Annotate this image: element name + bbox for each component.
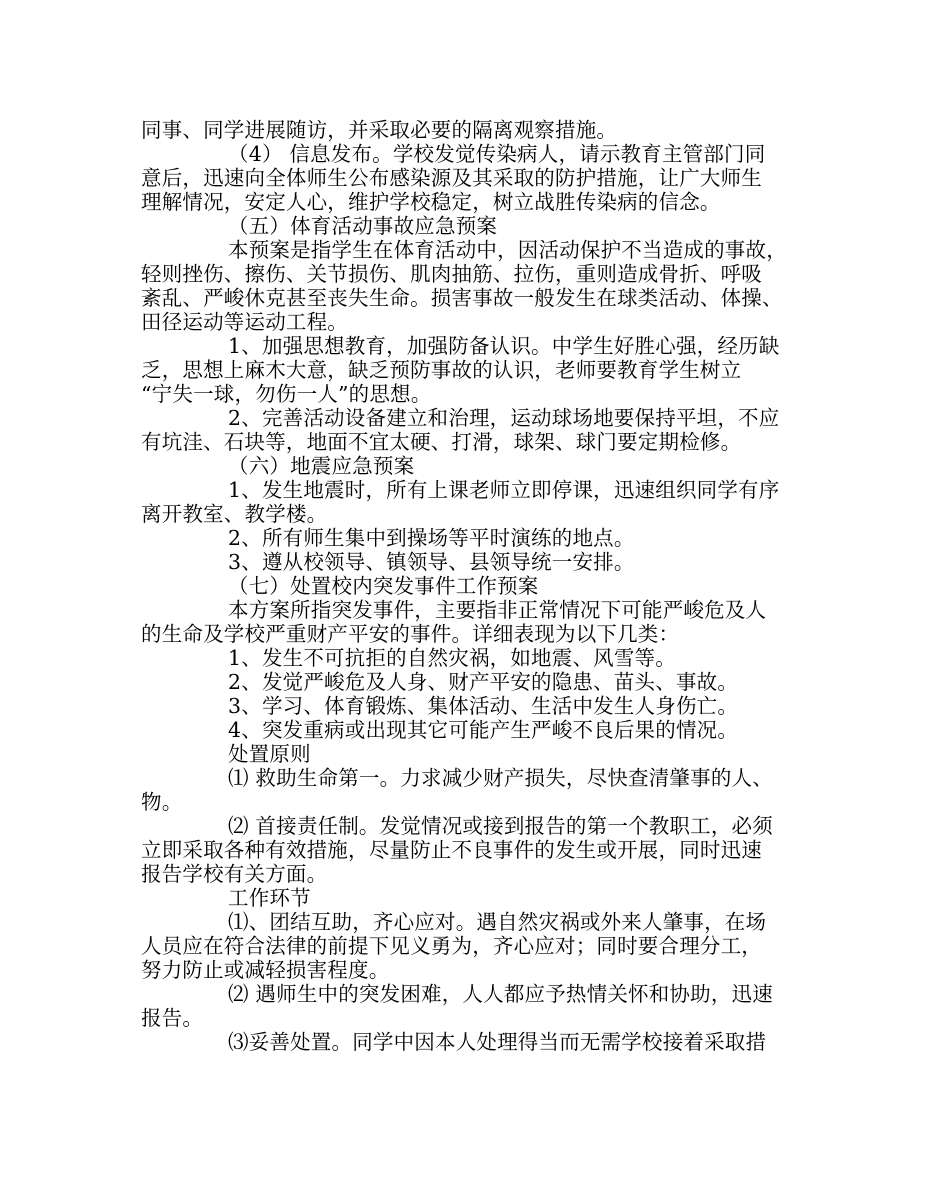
text-line: 3、遵从校领导、镇领导、县领导统一安排。: [228, 550, 635, 574]
text-line: “宁失一球，勿伤一人”的思想。: [141, 382, 432, 406]
text-line: 乏，思想上麻木大意，缺乏预防事故的认识，老师要教育学生树立: [141, 358, 742, 382]
text-line: 意后，迅速向全体师生公布感染源及其采取的防护措施，让广大师生: [141, 166, 762, 190]
text-line: 3、学习、体育锻炼、集体活动、生活中发生人身伤亡。: [228, 694, 739, 718]
text-line: 4、突发重病或出现其它可能产生严峻不良后果的情况。: [228, 718, 739, 742]
text-line: 离开教室、教学楼。: [141, 502, 328, 526]
text-line: 报告学校有关方面。: [141, 862, 328, 886]
text-line: 轻则挫伤、擦伤、关节损伤、肌肉抽筋、拉伤，重则造成骨折、呼吸: [141, 262, 762, 286]
text-line: （4） 信息发布。学校发觉传染病人，请示教育主管部门同: [228, 142, 766, 166]
text-line: ⑶妥善处置。同学中因本人处理得当而无需学校接着采取措: [228, 1030, 767, 1054]
text-line: 物。: [141, 790, 183, 814]
text-line: ⑴ 救助生命第一。力求减少财产损失，尽快查清肇事的人、: [228, 766, 773, 790]
text-line: ⑵ 遇师生中的突发困难，人人都应予热情关怀和协助，迅速: [228, 982, 773, 1006]
text-line: 努力防止或减轻损害程度。: [141, 958, 390, 982]
text-line: 有坑洼、石块等，地面不宜太硬、打滑，球架、球门要定期检修。: [141, 430, 742, 454]
text-line: ⑵ 首接责任制。发觉情况或接到报告的第一个教职工，必须: [228, 814, 773, 838]
text-line: 同事、同学进展随访，并采取必要的隔离观察措施。: [141, 118, 618, 142]
text-line: 人员应在符合法律的前提下见义勇为，齐心应对；同时要合理分工，: [141, 934, 762, 958]
subheading: 工作环节: [228, 886, 311, 910]
text-line: 本方案所指突发事件，主要指非正常情况下可能严峻危及人: [228, 598, 767, 622]
text-line: 2、发觉严峻危及人身、财产平安的隐患、苗头、事故。: [228, 670, 739, 694]
text-line: 理解情况，安定人心，维护学校稳定，树立战胜传染病的信念。: [141, 190, 721, 214]
text-line: 报告。: [141, 1006, 204, 1030]
section-heading: （六）地震应急预案: [228, 454, 415, 478]
text-line: 立即采取各种有效措施，尽量防止不良事件的发生或开展，同时迅速: [141, 838, 762, 862]
text-line: 1、发生地震时，所有上课老师立即停课，迅速组织同学有序: [228, 478, 780, 502]
text-line: 田径运动等运动工程。: [141, 310, 348, 334]
subheading: 处置原则: [228, 742, 311, 766]
text-line: 本预案是指学生在体育活动中，因活动保护不当造成的事故，: [228, 238, 787, 262]
text-line: 的生命及学校严重财产平安的事件。详细表现为以下几类：: [141, 622, 680, 646]
text-line: 紊乱、严峻休克甚至丧失生命。损害事故一般发生在球类活动、体操、: [141, 286, 783, 310]
text-line: 2、所有师生集中到操场等平时演练的地点。: [228, 526, 635, 550]
text-line: ⑴、团结互助，齐心应对。遇自然灾祸或外来人肇事，在场: [228, 910, 767, 934]
section-heading: （五）体育活动事故应急预案: [228, 214, 498, 238]
text-line: 1、加强思想教育，加强防备认识。中学生好胜心强，经历缺: [228, 334, 780, 358]
section-heading: （七）处置校内突发事件工作预案: [228, 574, 539, 598]
text-line: 1、发生不可抗拒的自然灾祸，如地震、风雪等。: [228, 646, 676, 670]
text-line: 2、完善活动设备建立和治理，运动球场地要保持平坦，不应: [228, 406, 780, 430]
